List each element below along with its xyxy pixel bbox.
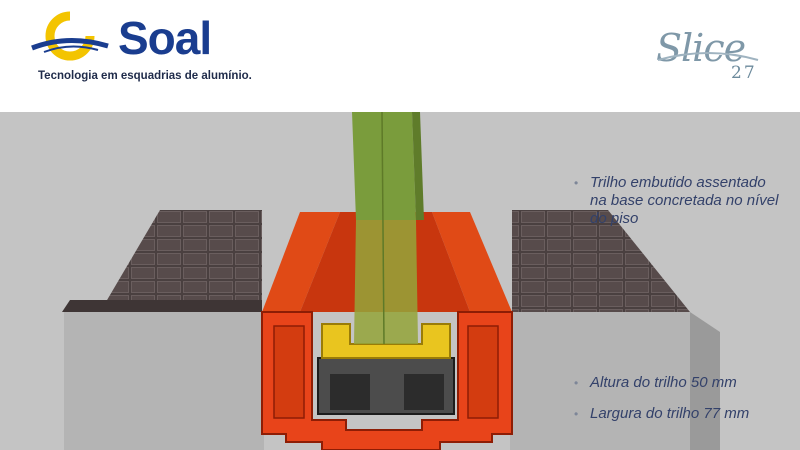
scene [0, 112, 800, 450]
sun-icon [30, 10, 110, 66]
slice-word: Slice [656, 26, 746, 70]
glass-panel-lower [354, 220, 418, 344]
rail-inner-chamber-left [274, 326, 304, 418]
concrete-base-left [64, 312, 264, 450]
bullet-rail-width [574, 405, 790, 423]
rail-inner-chamber-right [468, 326, 498, 418]
bullet-text: Altura do trilho 50 mm [590, 374, 737, 391]
header [0, 0, 800, 112]
rail-cross-section-illustration [0, 112, 800, 450]
slice-logo [648, 22, 768, 112]
soal-logo [30, 8, 290, 88]
glass-panel-top [352, 112, 416, 220]
bullet-text: Trilho embutido assentado na base concretada no nível do piso [590, 174, 779, 227]
bullet-dot-icon: • [574, 407, 579, 421]
bullet-text: Largura do trilho 77 mm [590, 405, 750, 422]
roller-bracket-slot-right [404, 374, 444, 410]
bullet-rail-embedded [574, 174, 780, 228]
tagline: Tecnologia em esquadrias de alumínio. [38, 70, 252, 82]
bullet-rail-height [574, 374, 790, 392]
brand-name: Soal [118, 12, 212, 64]
roller-bracket-slot-left [330, 374, 370, 410]
bullet-dot-icon: • [574, 176, 579, 190]
slice-number: 27 [731, 63, 757, 83]
bullet-dot-icon: • [574, 376, 579, 390]
floor-tiles-front-left [62, 300, 262, 312]
floor-tiles-left [100, 210, 262, 312]
